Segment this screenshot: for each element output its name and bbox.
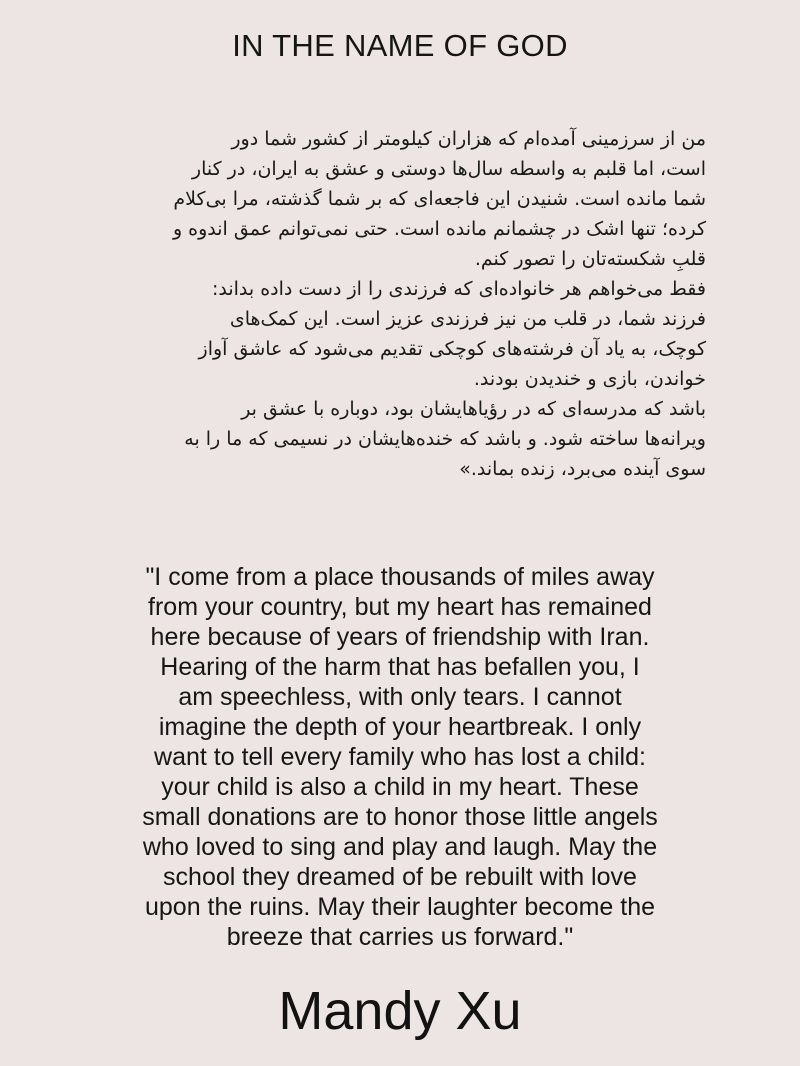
signature: Mandy Xu	[278, 981, 522, 1041]
english-line: breeze that carries us forward."	[226, 923, 574, 951]
english-line: want to tell every family who has lost a child:	[154, 743, 646, 771]
persian-line: سوی آینده می‌برد، زنده بماند.»	[459, 458, 706, 480]
english-line: your child is also a child in my heart. These	[161, 773, 639, 801]
persian-line: شما مانده است. شنیدن این فاجعه‌ای که بر شما گذشته، مرا بی‌کلام	[173, 188, 706, 210]
english-message	[60, 562, 740, 952]
persian-line: خواندن، بازی و خندیدن بودند.	[473, 368, 706, 390]
persian-line: ویرانه‌ها ساخته شود. و باشد که خنده‌هایشان در نسیمی که ما را به	[184, 428, 706, 450]
english-line: "I come from a place thousands of miles away	[145, 563, 655, 591]
english-line: from your country, but my heart has remained	[148, 593, 652, 621]
persian-line: من از سرزمینی آمده‌ام که هزاران کیلومتر از کشور شما دور	[231, 128, 706, 150]
english-line: Hearing of the harm that has befallen you, I	[160, 653, 640, 681]
english-line: upon the ruins. May their laughter become the	[144, 893, 656, 921]
persian-line: باشد که مدرسه‌ای که در رؤیاهایشان بود، دوباره با عشق بر	[241, 398, 706, 420]
persian-line: کوچک، به یاد آن فرشته‌های کوچکی تقدیم می‌شود که عاشق آواز	[198, 338, 706, 360]
english-line: who loved to sing and play and laugh. May the	[142, 833, 658, 861]
persian-line: کرده؛ تنها اشک در چشمانم مانده است. حتی نمی‌توانم عمق اندوه و	[172, 218, 706, 240]
english-line: here because of years of friendship with Iran.	[150, 623, 650, 651]
english-line: small donations are to honor those little angels	[142, 803, 658, 831]
persian-message	[96, 124, 706, 484]
english-line: school they dreamed of be rebuilt with love	[163, 863, 637, 891]
page-title: IN THE NAME OF GOD	[232, 28, 568, 63]
english-line: imagine the depth of your heartbreak. I only	[158, 713, 642, 741]
persian-line: قلبِ شکسته‌تان را تصور کنم.	[474, 248, 706, 270]
persian-line: فرزند شما، در قلب من نیز فرزندی عزیز است. این کمک‌های	[229, 308, 706, 330]
english-line: am speechless, with only tears. I cannot	[178, 683, 622, 711]
persian-line: فقط می‌خواهم هر خانواده‌ای که فرزندی را از دست داده بداند:	[211, 278, 706, 300]
persian-line: است، اما قلبم به واسطه سال‌ها دوستی و عشق به ایران، در کنار	[191, 158, 706, 180]
